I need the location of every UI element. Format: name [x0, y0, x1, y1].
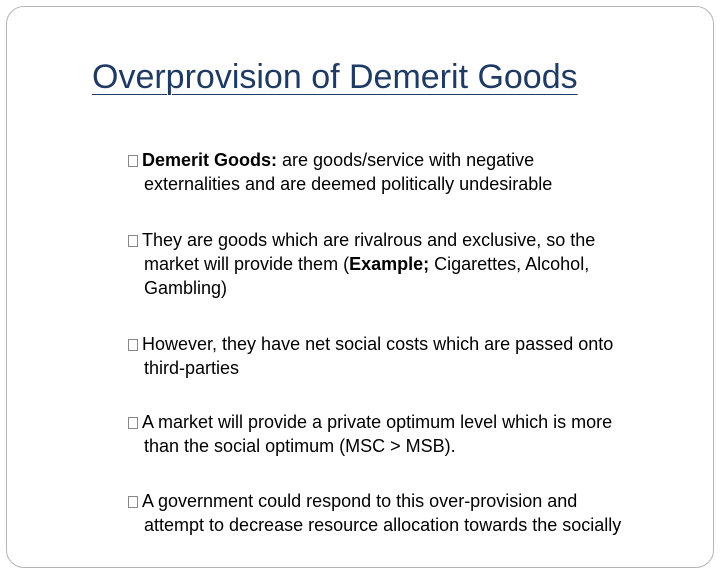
bullet-bold-term: Demerit Goods: [142, 150, 278, 170]
bullet-text: They are goods which are rivalrous and exclusive, so the [142, 230, 596, 250]
bullet-marker-icon [128, 155, 138, 167]
bullet-marker-icon [128, 417, 138, 429]
bullet-text: A market will provide a private optimum level which is more [142, 412, 613, 432]
bullet-private-optimum [128, 410, 688, 458]
bullet-bold-term: Example; [349, 254, 430, 274]
bullet-text: A government could respond to this over-provision and [142, 491, 578, 511]
bullet-text-continued: Gambling) [144, 278, 228, 298]
bullet-demerit-goods [128, 148, 688, 196]
bullet-marker-icon [128, 496, 138, 508]
bullet-text-part: Cigarettes, Alcohol, [429, 254, 590, 274]
bullet-text-part: market will provide them ( [144, 254, 350, 274]
bullet-text-continued: than the social optimum (MSC > MSB). [144, 436, 456, 456]
bullet-rivalrous [128, 228, 688, 300]
bullet-social-costs [128, 332, 688, 380]
slide-title: Overprovision of Demerit Goods [92, 58, 578, 96]
bullet-marker-icon [128, 235, 138, 247]
bullet-text-continued: third-parties [144, 358, 240, 378]
bullet-marker-icon [128, 339, 138, 351]
bullet-text-continued [128, 252, 688, 276]
bullet-text: However, they have net social costs which are passed onto [142, 334, 614, 354]
bullet-government-response [128, 489, 688, 537]
bullet-text-continued: attempt to decrease resource allocation towards the socially [144, 515, 622, 535]
bullet-text-continued: externalities and are deemed politically undesirable [144, 174, 553, 194]
bullet-text: are goods/service with negative [277, 150, 535, 170]
